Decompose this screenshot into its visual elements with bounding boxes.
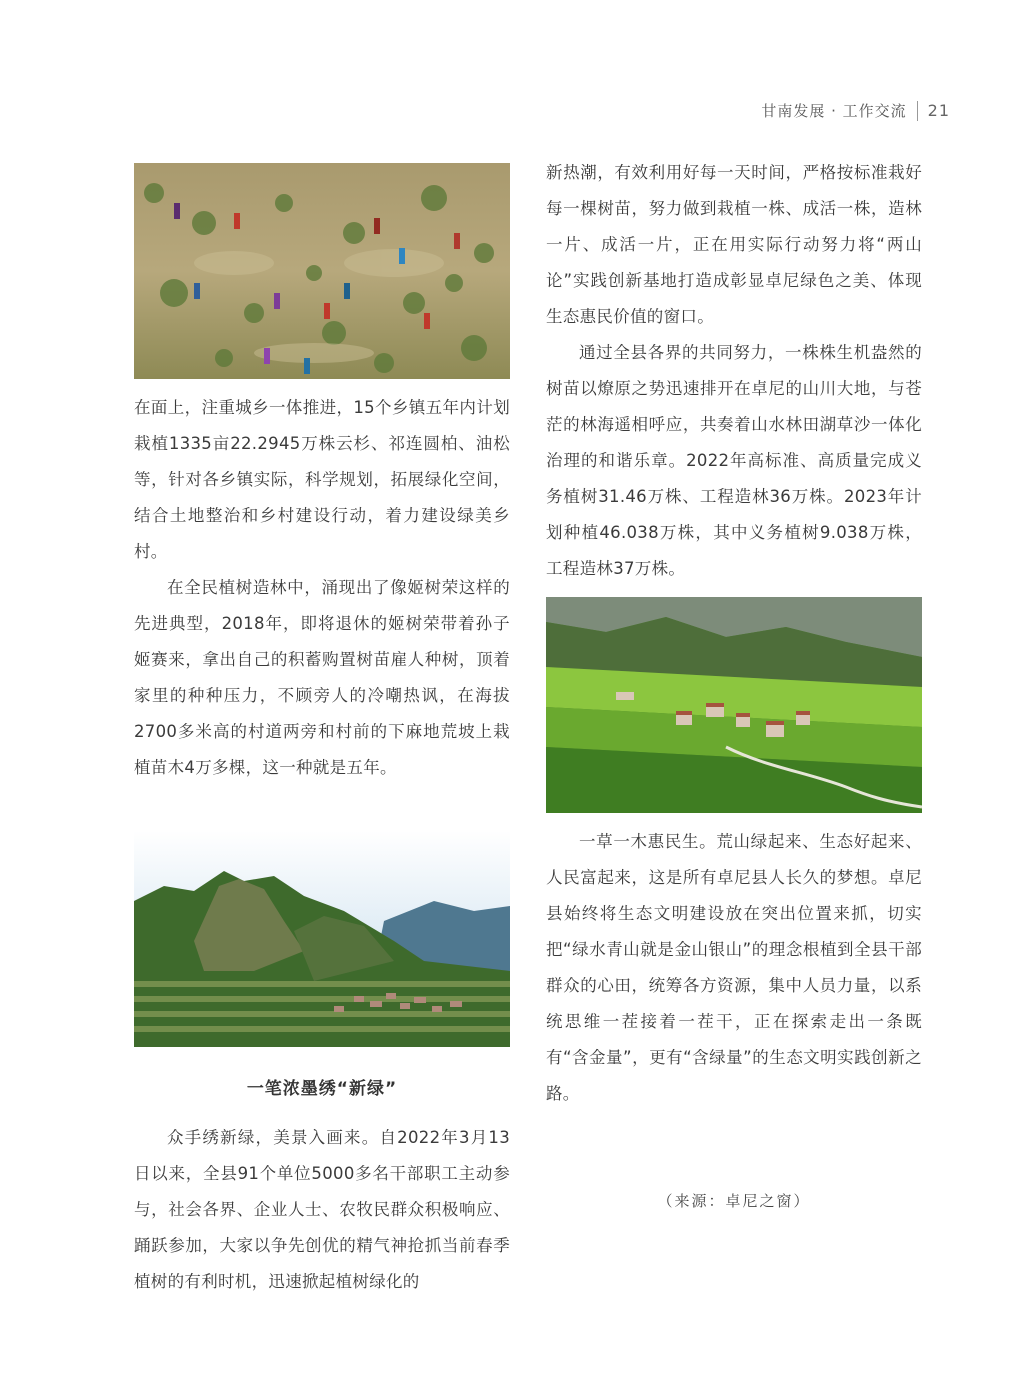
journal-section-title: 甘南发展 · 工作交流 [761, 102, 907, 120]
page-header [761, 100, 950, 121]
section-subheading: 一笔浓墨绣“新绿” [246, 1079, 398, 1099]
paragraph-right-3: 一草一木惠民生。荒山绿起来、生态好起来、人民富起来，这是所有卓尼县人长久的梦想。卓尼县始终将生态文明建设放在突出位置来抓，切实把“绿水青山就是金山银山”的理念根植到全县干部群众的心田，统筹各方资源，集中人员力量，以系统思维一茬接着一茬干，正在探索走出一条既有“含金量”，更有“含绿量”的生态文明实践创新之路。 [546, 832, 922, 1103]
photo-hillside-planting [134, 163, 510, 379]
left-column-text-1 [134, 390, 510, 786]
photo-mountain-village [134, 831, 510, 1047]
header-divider [917, 101, 918, 121]
paragraph-left-3: 众手绣新绿，美景入画来。自2022年3月13日以来，全县91个单位5000多名干部职工主动参与，社会各界、企业人士、农牧民群众积极响应、踊跃参加，大家以争先创优的精气神抢抓当前春季植树的有利时机，迅速掀起植树绿化的 [134, 1128, 510, 1291]
right-column-text-1 [546, 155, 922, 587]
right-column-text-2 [546, 824, 922, 1112]
left-column-text-2 [134, 1120, 510, 1300]
source-credit: （来源：卓尼之窗） [657, 1192, 811, 1210]
paragraph-right-2: 通过全县各界的共同努力，一株株生机盎然的树苗以燎原之势迅速排开在卓尼的山川大地，与苍茫的林海遥相呼应，共奏着山水林田湖草沙一体化治理的和谐乐章。2022年高标准、高质量完成义务植树31.46万株、工程造林36万株。2023年计划种植46.038万株，其中义务植树9.038万株，工程造林37万株。 [546, 343, 922, 578]
paragraph-left-1: 在面上，注重城乡一体推进，15个乡镇五年内计划栽植1335亩22.2945万株云杉、祁连圆柏、油松等，针对各乡镇实际，科学规划，拓展绿化空间，结合土地整治和乡村建设行动，着力建设绿美乡村。 [134, 398, 510, 561]
paragraph-right-1: 新热潮，有效利用好每一天时间，严格按标准栽好每一棵树苗，努力做到栽植一株、成活一株，造林一片、成活一片，正在用实际行动努力将“两山论”实践创新基地打造成彰显卓尼绿色之美、体现生态惠民价值的窗口。 [546, 163, 922, 326]
paragraph-left-2: 在全民植树造林中，涌现出了像姬树荣这样的先进典型，2018年，即将退休的姬树荣带着孙子姬赛来，拿出自己的积蓄购置树苗雇人种树，顶着家里的种种压力，不顾旁人的冷嘲热讽，在海拔2700多米高的村道两旁和村前的下麻地荒坡上栽植苗木4万多棵，这一种就是五年。 [134, 578, 510, 777]
photo-terraced-village [546, 597, 922, 813]
page-number: 21 [927, 101, 950, 120]
